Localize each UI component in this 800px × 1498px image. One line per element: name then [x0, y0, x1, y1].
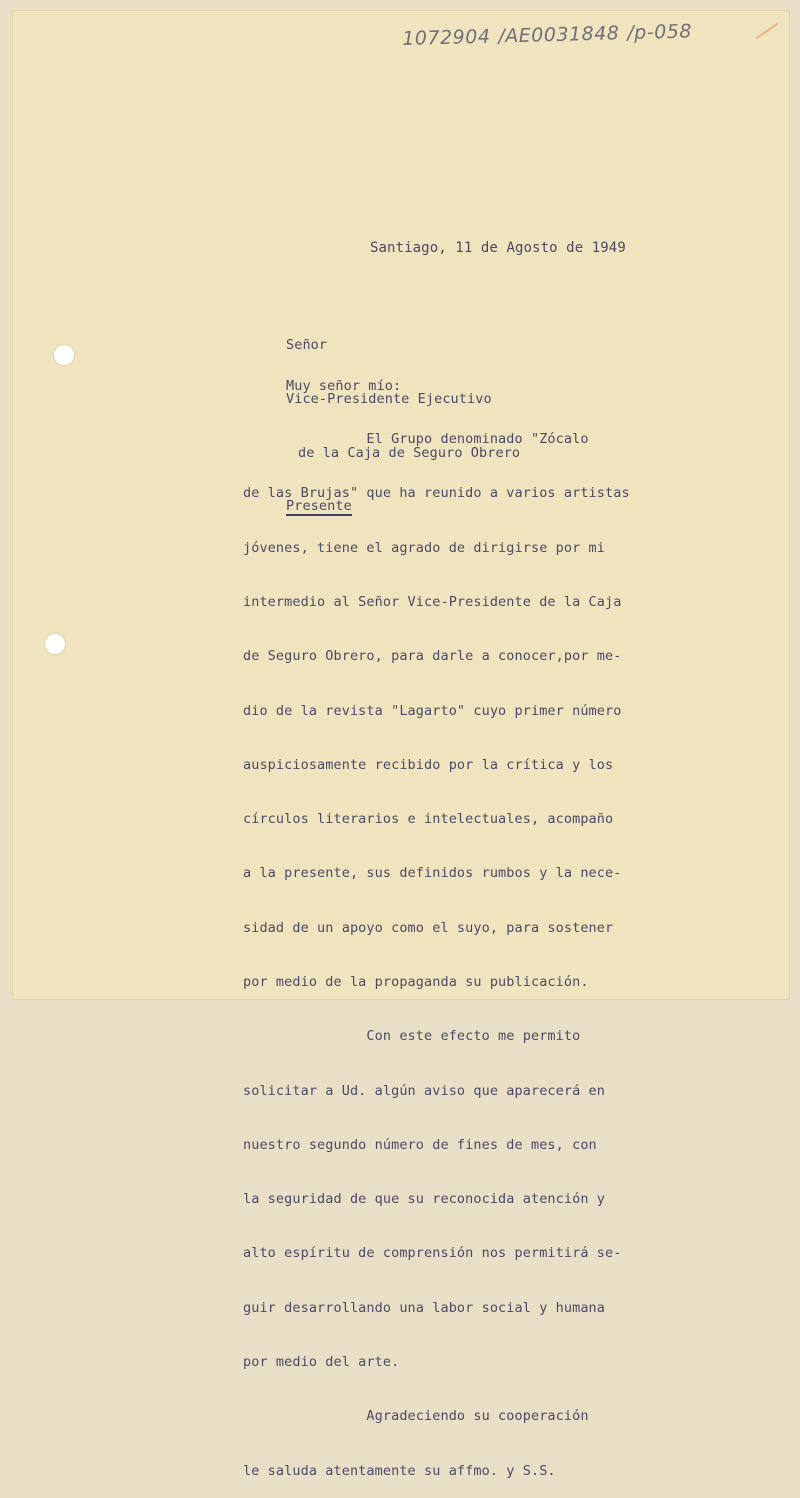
body-line: sidad de un apoyo como el suyo, para sostener: [243, 919, 614, 936]
body-line: de las Brujas" que ha reunido a varios artistas: [243, 485, 630, 502]
archive-reference: /AE0031848: [498, 22, 620, 48]
archive-number: 1072904: [402, 25, 491, 50]
body-line: alto espíritu de comprensión nos permitirá se-: [243, 1245, 622, 1262]
archive-page: /p-058: [627, 20, 693, 45]
body-line: intermedio al Señor Vice-Presidente de la Caja: [243, 594, 622, 611]
body-line: Con este efecto me permito: [243, 1028, 581, 1045]
address-line: de la Caja de Seguro Obrero: [298, 444, 521, 461]
punch-hole-bottom: [45, 634, 65, 654]
body-line: la seguridad de que su reconocida atención y: [243, 1191, 606, 1208]
body-line: le saluda atentamente su affmo. y S.S.: [243, 1462, 556, 1479]
body-line: por medio de la propaganda su publicación.: [243, 974, 589, 990]
body-line: por medio del arte.: [243, 1353, 400, 1370]
body-line: de Seguro Obrero, para darle a conocer,por me-: [243, 648, 622, 665]
punch-hole-top: [54, 345, 74, 365]
presente-underlined: Presente: [286, 498, 352, 515]
body-line: a la presente, sus definidos rumbos y la nece-: [243, 865, 622, 882]
body-line: nuestro segundo número de fines de mes, con: [243, 1136, 597, 1153]
body-line: dio de la revista "Lagarto" cuyo primer número: [243, 702, 622, 719]
date-line: Santiago, 11 de Agosto de 1949: [370, 240, 626, 256]
body-line: jóvenes, tiene el agrado de dirigirse por mi: [243, 539, 606, 556]
salutation: Muy señor mío:: [286, 378, 402, 394]
body-line: círculos literarios e intelectuales, acompaño: [243, 811, 614, 828]
address-line: Señor: [286, 337, 328, 354]
body-line: auspiciosamente recibido por la crítica y los: [243, 756, 614, 773]
body-line: El Grupo denominado "Zócalo: [243, 431, 589, 448]
body-line: Agradeciendo su cooperación: [243, 1408, 589, 1425]
letter-body: [243, 394, 630, 1498]
body-line: solicitar a Ud. algún aviso que aparecerá en: [243, 1082, 606, 1099]
address-line: Vice-Presidente Ejecutivo: [286, 390, 492, 407]
body-line: guir desarrollando una labor social y humana: [243, 1299, 606, 1316]
